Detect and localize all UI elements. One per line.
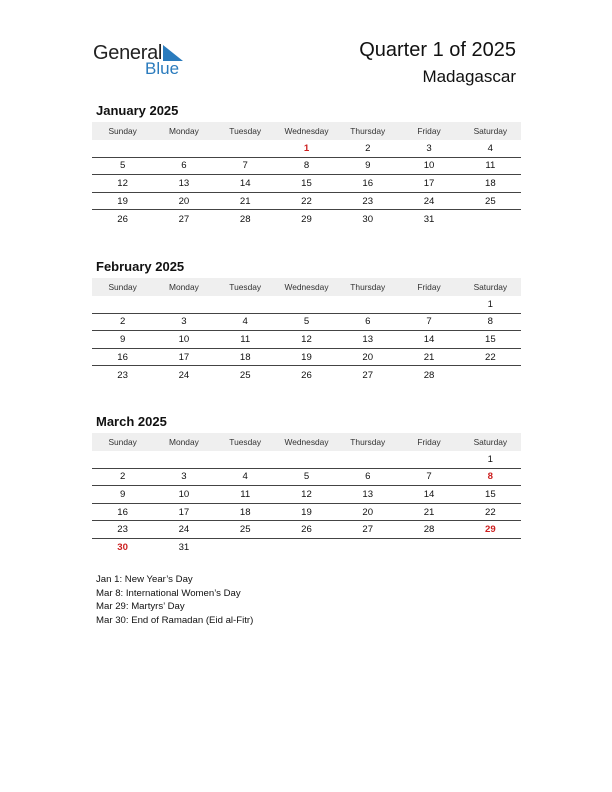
week-row [92, 296, 521, 314]
day-cell: 17 [423, 177, 435, 189]
weekday-label: Thursday [350, 282, 386, 292]
page-title: Quarter 1 of 2025 [359, 39, 516, 61]
day-cell: 1 [487, 453, 493, 465]
month-grid [92, 296, 521, 384]
day-cell: 14 [423, 333, 435, 345]
day-cell: 8 [487, 471, 493, 483]
week-row [92, 210, 521, 228]
day-cell: 13 [362, 488, 374, 500]
logo [93, 40, 193, 80]
holiday-note: Mar 30: End of Ramadan (Eid al-Fitr) [96, 614, 254, 626]
day-cell: 23 [117, 524, 128, 536]
day-cell: 19 [301, 506, 312, 518]
day-cell: 10 [178, 488, 190, 500]
weekday-label: Tuesday [229, 126, 262, 136]
weekday-label: Friday [417, 282, 441, 292]
day-cell: 10 [423, 160, 435, 172]
logo-text-general: General [93, 42, 163, 64]
weekday-label: Thursday [350, 126, 386, 136]
day-cell: 21 [423, 506, 435, 518]
day-cell: 4 [487, 142, 493, 154]
week-row [92, 451, 521, 469]
day-cell: 19 [117, 195, 128, 207]
day-cell: 5 [303, 471, 310, 483]
day-cell: 26 [301, 369, 312, 381]
week-row [92, 366, 521, 384]
day-cell: 9 [365, 160, 371, 172]
day-cell: 23 [117, 369, 128, 381]
month-grid [92, 451, 521, 557]
day-cell: 19 [301, 351, 312, 363]
day-cell: 7 [426, 471, 432, 483]
month-february [92, 259, 521, 384]
day-cell: 28 [423, 524, 435, 536]
day-cell: 18 [484, 177, 496, 189]
day-cell: 22 [484, 351, 496, 363]
day-cell: 3 [181, 316, 187, 328]
day-cell: 4 [242, 471, 248, 483]
day-cell: 11 [485, 160, 496, 172]
month-january [92, 103, 521, 228]
week-row [92, 158, 521, 176]
week-row [92, 175, 521, 193]
day-cell: 26 [301, 524, 312, 536]
country-name: Madagascar [422, 67, 516, 86]
day-cell: 21 [239, 195, 251, 207]
weekday-label: Wednesday [284, 282, 329, 292]
day-cell: 13 [178, 177, 190, 189]
week-row [92, 349, 521, 367]
logo-text-blue: Blue [145, 59, 180, 78]
day-cell: 5 [119, 160, 126, 172]
weekday-header [92, 122, 521, 140]
day-cell: 24 [178, 524, 190, 536]
day-cell: 31 [423, 213, 435, 225]
day-cell: 6 [181, 160, 187, 172]
weekday-label: Sunday [108, 126, 137, 136]
day-cell: 27 [362, 369, 374, 381]
week-row [92, 521, 521, 539]
day-cell: 27 [178, 213, 190, 225]
day-cell: 20 [178, 195, 190, 207]
day-cell: 1 [487, 298, 493, 310]
day-cell: 24 [423, 195, 435, 207]
weekday-label: Saturday [473, 437, 508, 447]
day-cell: 26 [117, 213, 128, 225]
week-row [92, 193, 521, 211]
weekday-label: Sunday [108, 437, 137, 447]
day-cell: 22 [301, 195, 312, 207]
week-row [92, 504, 521, 522]
day-cell: 16 [362, 177, 374, 189]
day-cell: 9 [119, 333, 126, 345]
day-cell: 8 [487, 316, 493, 328]
weekday-label: Monday [169, 126, 199, 136]
day-cell: 11 [240, 488, 251, 500]
day-cell: 28 [239, 213, 251, 225]
weekday-label: Monday [169, 282, 199, 292]
day-cell: 2 [365, 142, 371, 154]
week-row [92, 140, 521, 158]
holiday-note: Mar 8: International Women’s Day [96, 587, 241, 599]
day-cell: 21 [423, 351, 435, 363]
weekday-label: Thursday [350, 437, 386, 447]
day-cell: 17 [178, 351, 190, 363]
day-cell: 7 [426, 316, 432, 328]
month-title: January 2025 [96, 103, 179, 118]
day-cell: 5 [303, 316, 310, 328]
day-cell: 23 [362, 195, 374, 207]
day-cell: 16 [117, 351, 128, 363]
weekday-label: Friday [417, 437, 441, 447]
day-cell: 25 [484, 195, 496, 207]
day-cell: 17 [178, 506, 190, 518]
day-cell: 1 [303, 142, 310, 154]
day-cell: 10 [178, 333, 190, 345]
day-cell: 18 [239, 506, 251, 518]
day-cell: 28 [423, 369, 435, 381]
week-row [92, 469, 521, 487]
day-cell: 14 [239, 177, 251, 189]
day-cell: 4 [242, 316, 248, 328]
day-cell: 16 [117, 506, 128, 518]
day-cell: 3 [181, 471, 187, 483]
day-cell: 29 [484, 524, 496, 536]
day-cell: 31 [178, 542, 190, 554]
week-row [92, 486, 521, 504]
day-cell: 8 [303, 160, 310, 172]
holiday-note: Mar 29: Martyrs’ Day [96, 601, 185, 613]
weekday-label: Tuesday [229, 282, 262, 292]
day-cell: 3 [426, 142, 432, 154]
day-cell: 30 [117, 542, 128, 554]
day-cell: 15 [484, 488, 496, 500]
month-title: March 2025 [96, 414, 167, 429]
day-cell: 6 [365, 471, 371, 483]
day-cell: 13 [362, 333, 374, 345]
weekday-label: Saturday [473, 126, 508, 136]
weekday-label: Wednesday [284, 437, 329, 447]
day-cell: 11 [240, 333, 251, 345]
day-cell: 20 [362, 351, 374, 363]
weekday-label: Tuesday [229, 437, 262, 447]
day-cell: 14 [423, 488, 435, 500]
month-title: February 2025 [96, 259, 185, 274]
month-grid [92, 140, 521, 228]
day-cell: 7 [242, 160, 248, 172]
day-cell: 25 [239, 369, 251, 381]
day-cell: 6 [365, 316, 371, 328]
weekday-label: Monday [169, 437, 199, 447]
day-cell: 25 [239, 524, 251, 536]
weekday-label: Friday [417, 126, 441, 136]
weekday-label: Saturday [473, 282, 508, 292]
weekday-header [92, 278, 521, 296]
holiday-note: Jan 1: New Year’s Day [96, 574, 193, 585]
day-cell: 30 [362, 213, 374, 225]
weekday-header [92, 433, 521, 451]
weekday-label: Wednesday [284, 126, 329, 136]
week-row [92, 331, 521, 349]
day-cell: 27 [362, 524, 374, 536]
day-cell: 2 [119, 316, 126, 328]
day-cell: 12 [301, 333, 312, 345]
day-cell: 2 [119, 471, 126, 483]
day-cell: 15 [484, 333, 496, 345]
holiday-notes [96, 573, 253, 627]
day-cell: 20 [362, 506, 374, 518]
day-cell: 29 [301, 213, 312, 225]
month-march [92, 414, 521, 557]
day-cell: 22 [484, 506, 496, 518]
weekday-label: Sunday [108, 282, 137, 292]
week-row [92, 539, 521, 557]
day-cell: 18 [239, 351, 251, 363]
day-cell: 12 [117, 177, 128, 189]
day-cell: 12 [301, 488, 312, 500]
day-cell: 9 [119, 488, 126, 500]
day-cell: 15 [301, 177, 312, 189]
week-row [92, 314, 521, 332]
day-cell: 24 [178, 369, 190, 381]
